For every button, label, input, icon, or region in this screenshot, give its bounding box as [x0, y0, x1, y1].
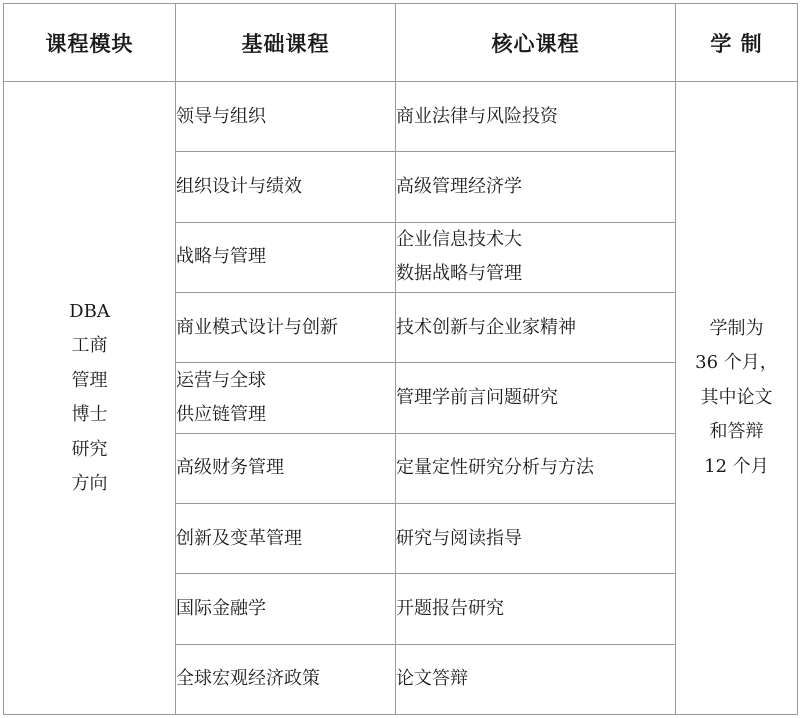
duration-cell: [676, 82, 798, 715]
table-row: [4, 82, 798, 152]
duration-line: 和答辩: [709, 421, 764, 443]
core-course-line: 定量定性研究分析与方法: [396, 457, 594, 479]
core-course-cell: [396, 292, 676, 362]
header-module: 课程模块: [4, 4, 176, 82]
core-course-cell: [396, 574, 676, 644]
module-line: 方向: [71, 473, 108, 494]
basic-course-cell: [176, 363, 396, 433]
basic-course-line: 运营与全球: [176, 369, 266, 391]
core-course-line: 商业法律与风险投资: [396, 105, 558, 127]
duration-line: 36 个月，: [695, 352, 778, 374]
basic-course-line: 创新及变革管理: [176, 527, 302, 549]
basic-course-line: 商业模式设计与创新: [176, 316, 338, 338]
basic-course-cell: [176, 433, 396, 503]
module-line: 博士: [71, 404, 108, 425]
basic-course-cell: [176, 574, 396, 644]
core-course-line: 研究与阅读指导: [396, 527, 522, 549]
basic-course-cell: [176, 152, 396, 222]
core-course-cell: [396, 644, 676, 714]
core-course-line: 技术创新与企业家精神: [396, 316, 576, 338]
core-course-line: 开题报告研究: [396, 597, 504, 619]
basic-course-cell: [176, 503, 396, 573]
header-row: [4, 4, 798, 82]
module-cell: [4, 82, 176, 715]
core-course-cell: [396, 152, 676, 222]
basic-course-line: 供应链管理: [176, 403, 266, 425]
core-course-line: 论文答辩: [396, 668, 468, 690]
core-course-cell: [396, 503, 676, 573]
basic-course-line: 领导与组织: [176, 105, 266, 127]
core-course-cell: [396, 82, 676, 152]
duration-line: 其中论文: [700, 386, 773, 408]
basic-course-line: 全球宏观经济政策: [176, 668, 320, 690]
core-course-line: 数据战略与管理: [396, 263, 522, 285]
module-line: 研究: [71, 438, 108, 460]
core-course-cell: [396, 363, 676, 433]
basic-course-line: 战略与管理: [176, 246, 266, 268]
duration-line: 12 个月: [704, 455, 769, 477]
basic-course-cell: [176, 82, 396, 152]
header-basic-courses: 基础课程: [176, 4, 396, 82]
core-course-line: 高级管理经济学: [396, 175, 522, 197]
core-course-cell: [396, 222, 676, 292]
basic-course-cell: [176, 644, 396, 714]
curriculum-table: [3, 3, 798, 715]
header-core-courses: 核心课程: [396, 4, 676, 82]
basic-course-cell: [176, 292, 396, 362]
basic-course-cell: [176, 222, 396, 292]
basic-course-line: 国际金融学: [176, 597, 266, 619]
core-course-line: 管理学前言问题研究: [396, 386, 558, 408]
basic-course-line: 组织设计与绩效: [176, 175, 302, 197]
core-course-line: 企业信息技术大: [396, 229, 522, 251]
module-line: DBA: [69, 300, 110, 322]
module-line: 管理: [71, 369, 108, 391]
core-course-cell: [396, 433, 676, 503]
module-line: 工商: [71, 335, 108, 356]
basic-course-line: 高级财务管理: [176, 457, 284, 479]
duration-line: 学制为: [709, 317, 764, 339]
header-duration: 学 制: [676, 4, 798, 82]
